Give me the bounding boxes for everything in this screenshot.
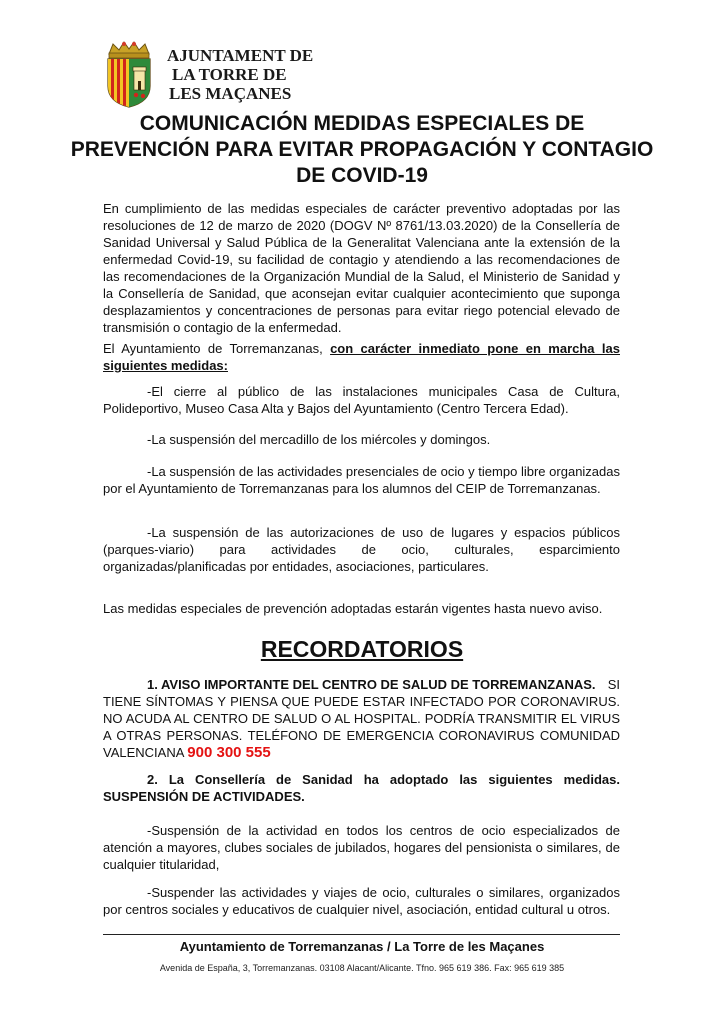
intro-paragraph: En cumplimiento de las medidas especiales de carácter preventivo adoptadas por las resoluciones de 12 de marzo de 2020 (DOGV Nº 8761/13.03.2020) de la Consellería de Sanidad Universal y Salud Pública de la Generalitat Valenciana ante la extensión de la enfermedad Covid-19, su facilidad de contagio y atendiendo a las recomendaciones de las recomendaciones de la Organización Mundial de la Salud, el Ministerio de Sanidad y la Consellería de Sanidad, que aconsejan evitar cualquier acontecimiento que suponga desplazamientos y concentraciones de personas para evitar riego potencial elevado de transmisión o contagio de la enfermedad. — [103, 201, 620, 335]
reminder-2-item: -Suspensión de la actividad en todos los centros de ocio especializados de atención a mayores, clubes sociales de jubilados, hogares del pensionista o similares, de cualquier titularidad, — [103, 823, 620, 872]
logo-line: LES MAÇANES — [169, 84, 292, 103]
measure-item: -El cierre al público de las instalaciones municipales Casa de Cultura, Polideportivo, Museo Casa Alta y Bajos del Ayuntamiento (Centro Tercera Edad). — [103, 384, 620, 416]
municipal-logo — [103, 40, 314, 110]
reminder-1-heading: 1. AVISO IMPORTANTE DEL CENTRO DE SALUD DE TORREMANZANAS. — [147, 677, 596, 692]
footer-divider — [103, 934, 620, 935]
footer-organization: Ayuntamiento de Torremanzanas / La Torre de les Maçanes — [179, 939, 545, 954]
announcement-emphasis: con carácter inmediato pone en marcha las siguientes medidas: — [103, 341, 620, 373]
reminder-1-body: SI TIENE SÍNTOMAS Y PIENSA QUE PUEDE ESTAR INFECTADO POR CORONAVIRUS. NO ACUDA AL CENTRO DE SALUD O AL HOSPITAL. PODRÍA TRANSMITIR EL VIRUS A OTRAS PERSONAS. TELÉFONO DE EMERGENCIA CORONAVIRUS COMUNIDAD VALENCIANA — [103, 677, 620, 760]
logo-line: LA TORRE DE — [172, 65, 287, 84]
logo-line: AJUNTAMENT DE — [167, 46, 314, 65]
announcement-paragraph — [103, 340, 620, 374]
emergency-phone: 900 300 555 — [187, 744, 271, 761]
reminder-1 — [103, 676, 620, 761]
reminder-2-heading: 2. La Consellería de Sanidad ha adoptado las siguientes medidas. SUSPENSIÓN DE ACTIVIDADES. — [103, 772, 620, 804]
municipality-name — [167, 46, 313, 103]
document-title: COMUNICACIÓN MEDIDAS ESPECIALES DE PREVENCIÓN PARA EVITAR PROPAGACIÓN Y CONTAGIO DE COVID-19 — [70, 112, 654, 187]
measure-item: -La suspensión de las autorizaciones de uso de lugares y espacios públicos (parques-viario) para actividades de ocio, culturales, esparcimiento organizadas/planificadas por entidades, asociaciones, particulares. — [103, 525, 620, 574]
coat-of-arms-icon — [103, 40, 155, 108]
announcement-lead: El Ayuntamiento de Torremanzanas, — [103, 341, 331, 356]
validity-note: Las medidas especiales de prevención adoptadas estarán vigentes hasta nuevo aviso. — [103, 601, 603, 616]
reminder-2-item: -Suspender las actividades y viajes de ocio, culturales o similares, organizados por centros sociales y educativos de cualquier nivel, asociación, entidad cultural u otros. — [103, 885, 620, 917]
footer-address: Avenida de España, 3, Torremanzanas. 03108 Alacant/Alicante. Tfno. 965 619 386. Fax: 965 619 385 — [159, 963, 565, 973]
measure-item: -La suspensión del mercadillo de los miércoles y domingos. — [147, 432, 491, 447]
reminders-heading: RECORDATORIOS — [260, 636, 464, 662]
measure-item: -La suspensión de las actividades presenciales de ocio y tiempo libre organizadas por el Ayuntamiento de Torremanzanas para los alumnos del CEIP de Torremanzanas. — [103, 464, 620, 496]
